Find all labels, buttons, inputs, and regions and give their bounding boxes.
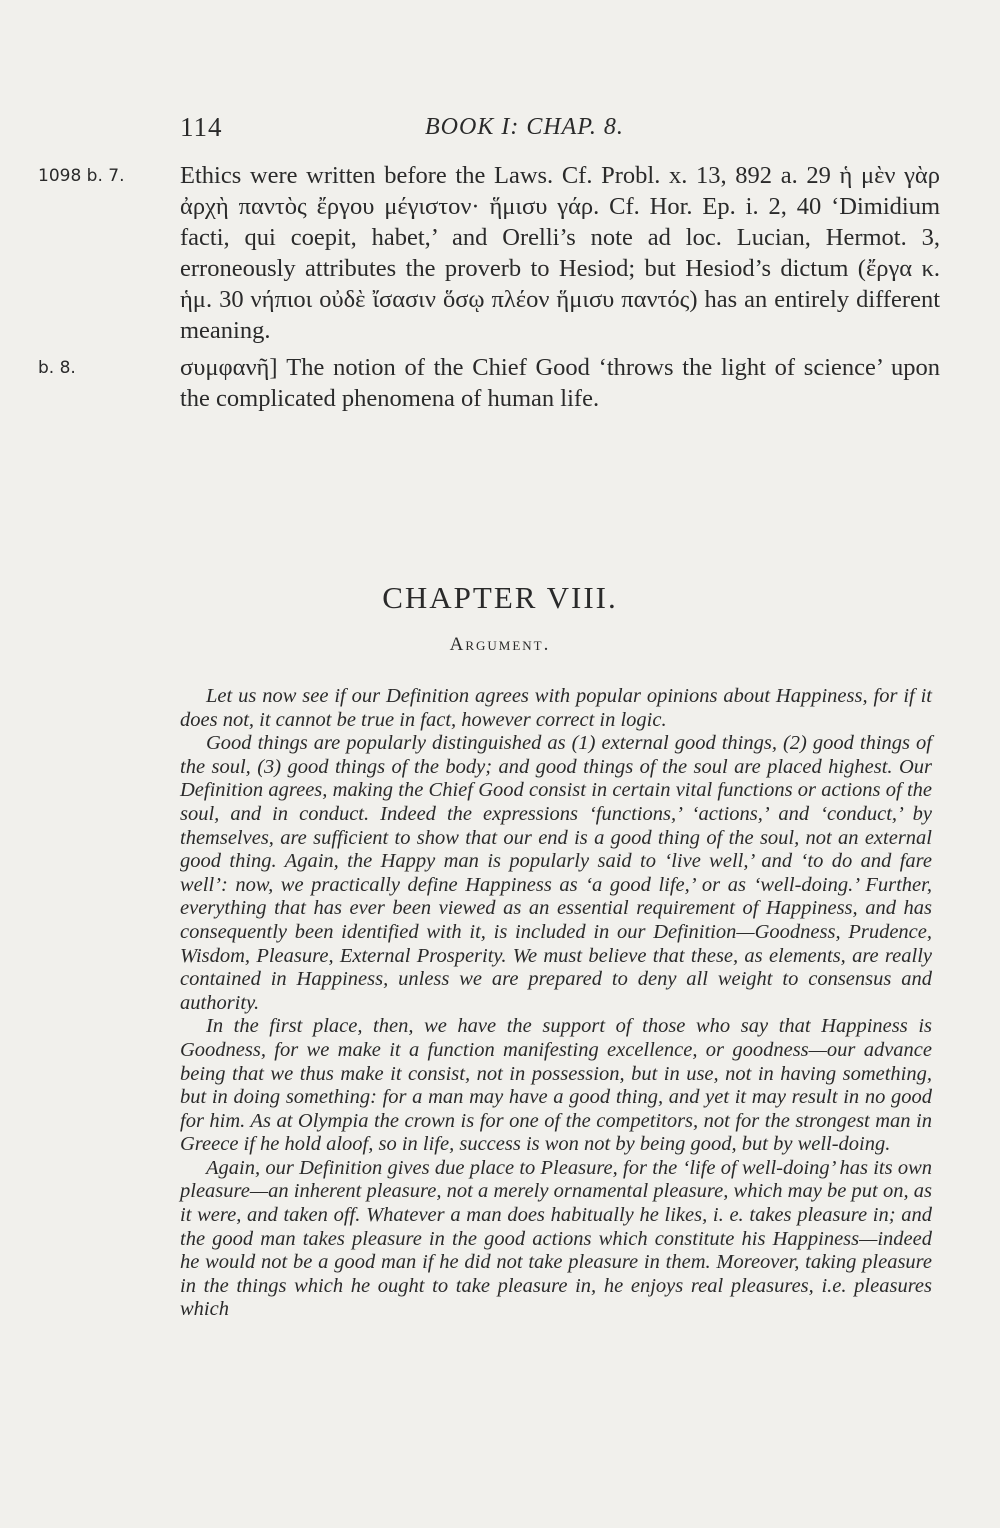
page-header [180,112,940,148]
running-title: BOOK I: CHAP. 8. [425,114,624,140]
argument-paragraph: Let us now see if our Definition agrees with popular opinions about Happiness, for if it does not, it cannot be true in fact, however correct in logic. [180,685,932,731]
page-number: 114 [180,112,223,142]
note-reference: 1098 b. 7. [38,166,125,186]
note-text: Ethics were written before the Laws. Cf. Probl. x. 13, 892 a. 29 ἡ μὲν γὰρ ἀρχὴ παντὸς ἔργου μέγιστον· ἥμισυ γάρ. Cf. Hor. Ep. i. 2, 40 ‘Dimidium facti, qui coepit, habet,’ and Orelli’s note ad loc. Lucian, Hermot. 3, erroneously attributes the proverb to Hesiod; but Hesiod’s dictum (ἔργα κ. ἡμ. 30 νήπιοι οὐδὲ ἴσασιν ὅσῳ πλέον ἥμισυ παντός) has an entirely different meaning. [180,162,940,344]
commentary-notes [0,160,1000,414]
note-b8 [38,352,940,414]
argument-paragraph: In the first place, then, we have the support of those who say that Happiness is Goodness, for we make it a function manifesting excellence, or goodness—our advance being that we thus make it consist, not in possession, but in use, not in having something, but in doing something: for a man may have a good thing, and yet it may result in no good for him. As at Olympia the crown is for one of the competitors, not for the strongest man in Greece if he hold aloof, so in life, success is won not by being good, but by well-doing. [180,1015,932,1156]
chapter-title: CHAPTER VIII. [382,580,618,615]
argument-paragraph: Again, our Definition gives due place to Pleasure, for the ‘life of well-doing’ has its own pleasure—an inherent pleasure, not a merely ornamental pleasure, which may be put on, as it were, and taken off. Whatever a man does habitually he likes, i. e. takes pleasure in; and the good man takes pleasure in the good actions which constitute his Happiness—indeed he would not be a good man if he did not take pleasure in them. Moreover, taking pleasure in the things which he ought to take pleasure in, he enjoys real pleasures, i.e. pleasures which [180,1156,932,1321]
note-text: συμφανῆ] The notion of the Chief Good ‘throws the light of science’ upon the complicated phenomena of human life. [180,354,940,412]
note-reference: b. 8. [38,358,76,378]
note-1098b7 [38,160,940,346]
chapter-heading [0,580,1000,656]
argument-heading: Argument. [449,634,551,655]
argument-body [180,685,932,1322]
argument-paragraph: Good things are popularly distinguished as (1) external good things, (2) good things of the soul, (3) good things of the body; and good things of the soul are placed highest. Our Definition agrees, making the Chief Good consist in certain vital functions or actions of the soul, and in conduct. Indeed the expressions ‘functions,’ ‘actions,’ and ‘conduct,’ by themselves, are sufficient to show that our end is a good thing of the soul, not an external good thing. Again, the Happy man is popularly said to ‘live well,’ and ‘to do and fare well’: now, we practically define Happiness as ‘a good life,’ or as ‘well-doing.’ Further, everything that has ever been viewed as an essential requirement of Happiness, and has consequently been identified with it, is included in our Definition—Goodness, Prudence, Wisdom, Pleasure, External Prosperity. We must believe that these, as elements, are really contained in Happiness, unless we are prepared to deny all weight to consensus and authority. [180,732,932,1014]
